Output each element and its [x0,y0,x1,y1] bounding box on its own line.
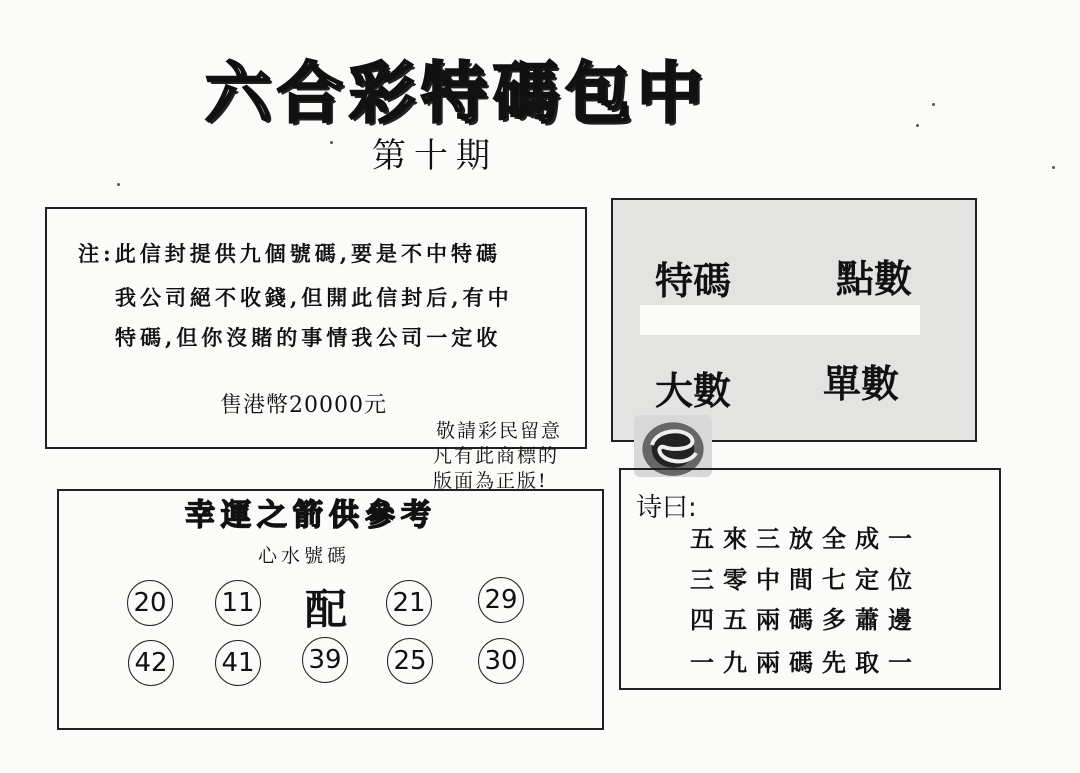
pair-character: 配 [305,585,348,634]
categories-divider-band [640,305,920,335]
poem-line-4: 一九兩碼先取一 [690,648,921,677]
scan-speck [932,103,935,106]
notice-line-2: 凡有此商標的 [433,445,560,467]
number-ball: 25 [387,638,433,684]
scan-speck [117,183,120,186]
number-ball: 21 [386,580,432,626]
poem-label: 诗曰: [636,493,697,523]
category-special-code: 特碼 [655,259,732,303]
lucky-title: 幸運之箭供參考 [185,498,437,533]
price-text: 售港幣20000元 [220,393,387,418]
category-odd: 單數 [823,362,900,406]
note-line-1: 注:此信封提供九個號碼,要是不中特碼 [78,241,502,266]
poem-line-2: 三零中間七定位 [690,565,921,594]
issue-number: 第十期 [372,136,498,176]
number-ball: 20 [127,580,173,626]
note-line-2: 我公司絕不收錢,但開此信封后,有中 [115,285,513,310]
scan-speck [916,124,919,127]
number-ball: 39 [302,637,348,683]
scan-speck [330,141,333,144]
scan-speck [1052,166,1055,169]
poem-line-1: 五來三放全成一 [690,524,921,553]
number-ball: 42 [128,640,174,686]
number-ball: 30 [478,638,524,684]
number-ball: 29 [478,577,524,623]
category-big: 大數 [655,369,732,413]
notice-line-1: 敬請彩民留意 [436,420,563,442]
lucky-subtitle: 心水號碼 [258,545,351,567]
notice-line-3: 版面為正版! [433,470,548,492]
page-title: 六合彩特碼包中 [205,55,709,132]
note-line-3: 特碼,但你沒賭的事情我公司一定收 [115,325,502,350]
number-ball: 41 [215,640,261,686]
number-ball: 11 [215,580,261,626]
category-points: 點數 [836,257,913,301]
poem-line-3: 四五兩碼多蕭邊 [690,605,921,634]
